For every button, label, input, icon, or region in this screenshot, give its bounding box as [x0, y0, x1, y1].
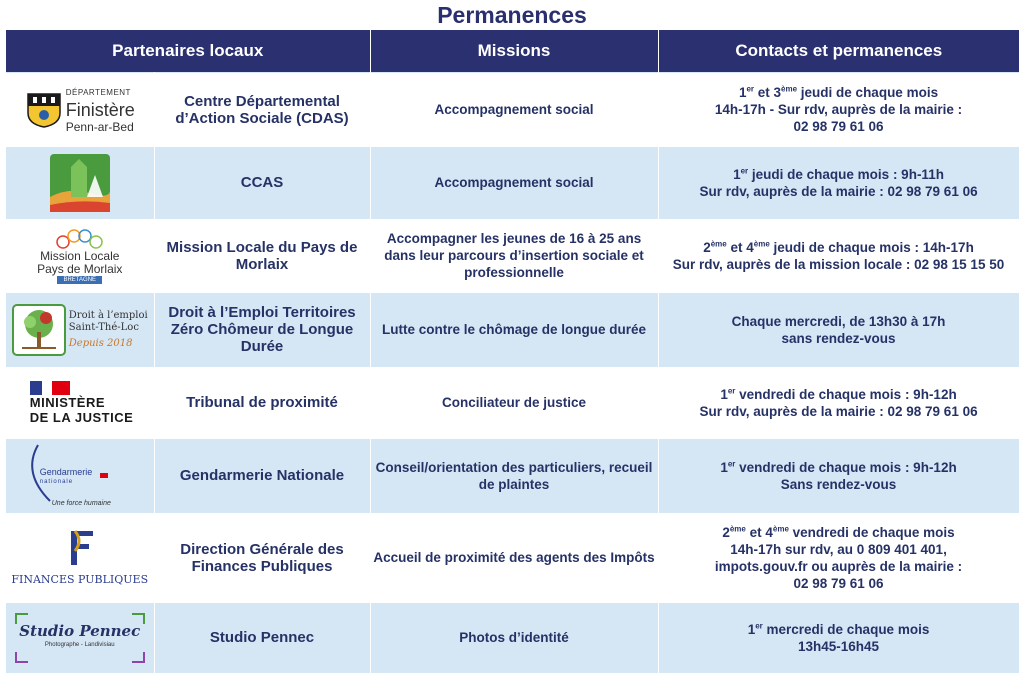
- logo-line: nationale: [39, 478, 74, 485]
- logo-ccas: [6, 147, 154, 219]
- table-row: [6, 73, 1019, 147]
- logo-line: Saint-Thé-Loc: [68, 321, 139, 333]
- header-missions: Missions: [370, 30, 658, 73]
- header-contacts: Contacts et permanences: [658, 30, 1019, 73]
- partner-name: Studio Pennec: [154, 603, 370, 673]
- contact-cell: 1er jeudi de chaque mois : 9h-11h Sur rdv, auprès de la mairie : 02 98 79 61 06: [658, 147, 1019, 219]
- logo-mission-locale: [6, 219, 154, 293]
- table-row: [6, 603, 1019, 673]
- logo-line: Une force humaine: [51, 499, 111, 507]
- partner-name: Tribunal de proximité: [154, 367, 370, 439]
- logo-line: DE LA JUSTICE: [29, 409, 134, 425]
- partner-name: Direction Générale des Finances Publiques: [154, 513, 370, 603]
- logo-gendarmerie: [6, 439, 154, 513]
- contact-cell: 2ème et 4ème vendredi de chaque mois 14h-17h sur rdv, au 0 809 401 401, impots.gouv.fr ou auprès de la mairie : 02 98 79 61 06: [658, 513, 1019, 603]
- logo-line: Penn-ar-Bed: [65, 119, 134, 134]
- logo-line: Gendarmerie: [39, 466, 93, 477]
- ccas-landscape-icon: [49, 153, 111, 213]
- logo-line: BRETAGNE: [57, 276, 102, 284]
- permanences-table: [6, 30, 1020, 673]
- partner-name: Droit à l’Emploi Territoires Zéro Chômeur de Longue Durée: [154, 293, 370, 367]
- table-row: [6, 513, 1019, 603]
- mission-cell: Accompagnement social: [370, 147, 658, 219]
- table-row: [6, 439, 1019, 513]
- table-row: [6, 147, 1019, 219]
- logo-line: MINISTÈRE: [29, 394, 106, 410]
- partner-name: Gendarmerie Nationale: [154, 439, 370, 513]
- partner-name: Centre Départemental d’Action Sociale (CDAS): [154, 73, 370, 147]
- table-header-row: [6, 30, 1019, 73]
- contact-cell: 1er vendredi de chaque mois : 9h-12h Sans rendez-vous: [658, 439, 1019, 513]
- logo-studio-pennec: [6, 603, 154, 673]
- contact-cell: 1er et 3ème jeudi de chaque mois 14h-17h - Sur rdv, auprès de la mairie : 02 98 79 61 06: [658, 73, 1019, 147]
- logo-finistere: [6, 73, 154, 147]
- header-partenaires: Partenaires locaux: [6, 30, 370, 73]
- table-row: [6, 219, 1019, 293]
- logo-line: Studio Pennec: [19, 621, 141, 640]
- mission-cell: Photos d’identité: [370, 603, 658, 673]
- contact-cell: 1er mercredi de chaque mois 13h45-16h45: [658, 603, 1019, 673]
- logo-line: Finistère: [65, 99, 135, 120]
- page-title: Permanences: [437, 2, 587, 28]
- mission-cell: Accompagnement social: [370, 73, 658, 147]
- logo-line: Photographe - Landivisiau: [44, 641, 115, 648]
- people-circles-icon: [55, 228, 105, 250]
- table-row: [6, 293, 1019, 367]
- logo-droit-emploi: [6, 293, 154, 367]
- logo-line: Mission Locale: [40, 248, 120, 263]
- contact-cell: 1er vendredi de chaque mois : 9h-12h Sur rdv, auprès de la mairie : 02 98 79 61 06: [658, 367, 1019, 439]
- table-row: [6, 367, 1019, 439]
- mission-cell: Accueil de proximité des agents des Impôts: [370, 513, 658, 603]
- logo-line: Pays de Morlaix: [37, 261, 123, 276]
- mission-cell: Conciliateur de justice: [370, 367, 658, 439]
- marianne-flag-icon: [30, 381, 72, 395]
- mission-cell: Lutte contre le chômage de longue durée: [370, 293, 658, 367]
- partner-name: CCAS: [154, 147, 370, 219]
- mission-cell: Conseil/orientation des particuliers, recueil de plaintes: [370, 439, 658, 513]
- logo-finances-publiques: [6, 513, 154, 603]
- logo-justice: [6, 367, 154, 439]
- finances-f-icon: [63, 527, 97, 567]
- contact-cell: 2ème et 4ème jeudi de chaque mois : 14h-17h Sur rdv, auprès de la mission locale : 02 98 15 15 50: [658, 219, 1019, 293]
- tree-icon: [12, 304, 66, 356]
- mission-cell: Accompagner les jeunes de 16 à 25 ans dans leur parcours d’insertion sociale et professionnelle: [370, 219, 658, 293]
- logo-line: Depuis 2018: [68, 337, 133, 349]
- contact-cell: Chaque mercredi, de 13h30 à 17h sans rendez-vous: [658, 293, 1019, 367]
- logo-line: Droit à l’emploi: [68, 309, 148, 321]
- logo-line: DÉPARTEMENT: [65, 87, 131, 97]
- partner-name: Mission Locale du Pays de Morlaix: [154, 219, 370, 293]
- logo-line: FINANCES PUBLIQUES: [11, 573, 149, 586]
- finistere-crest-icon: [25, 91, 63, 129]
